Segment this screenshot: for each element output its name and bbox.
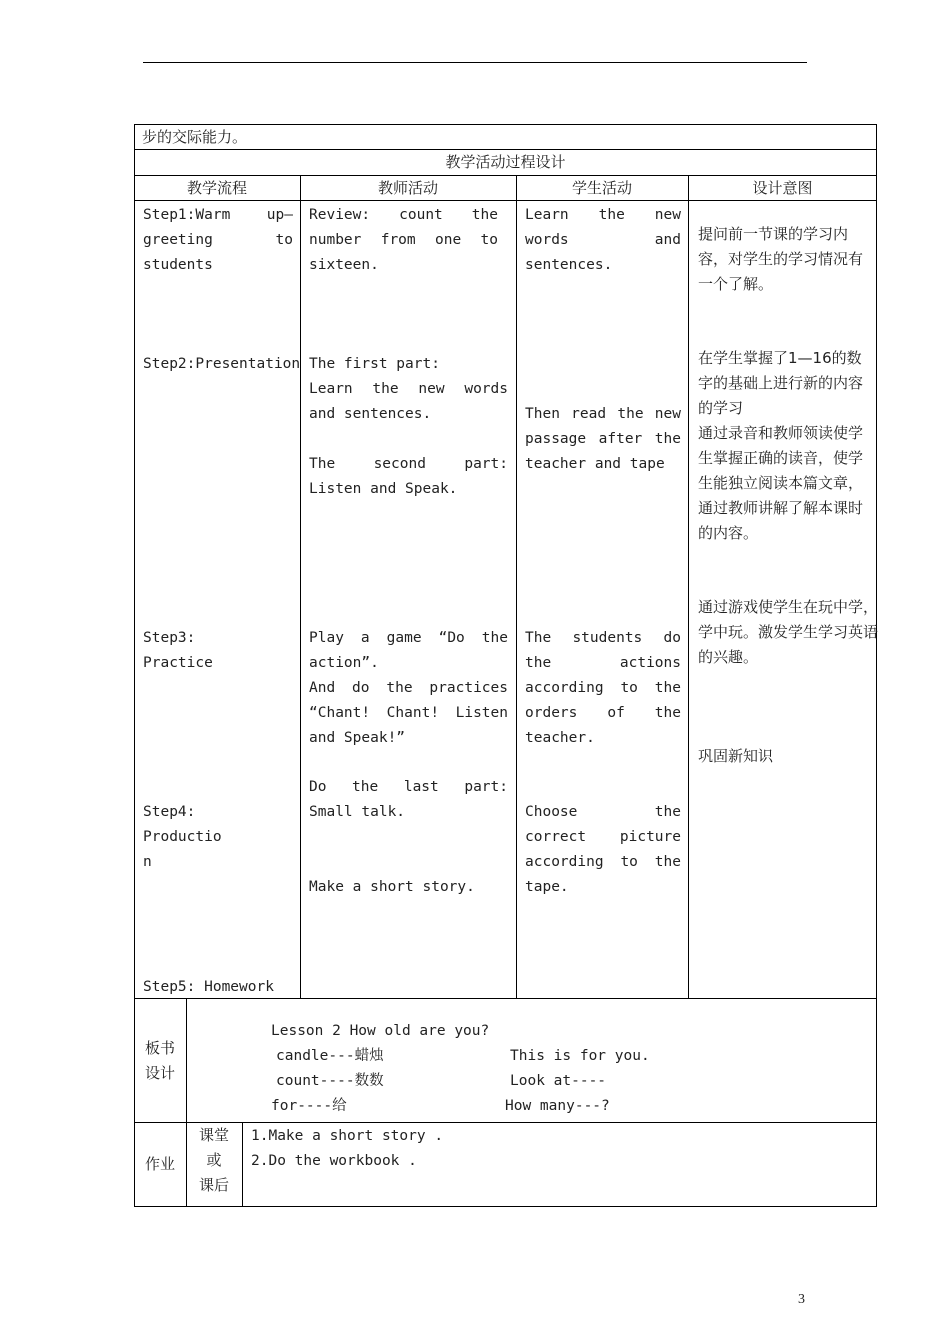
board-lesson: Lesson 2 How old are you? [271, 1023, 490, 1039]
student-learn: Learn the new words and sentences. [525, 207, 681, 273]
col-divider [688, 175, 689, 998]
teacher-last-part: Do the last part: Small talk. [309, 779, 508, 820]
step4-name-cont: n [143, 854, 152, 870]
homework-sub-1: 课堂 [198, 1126, 229, 1144]
step2: Step2:Presentation [143, 356, 301, 372]
student-choose: Choose the correct picture according to the tape. [525, 804, 681, 895]
step4-name: Productio [143, 829, 222, 845]
teacher-second-part: The second part: Listen and Speak. [309, 456, 508, 497]
row-divider [134, 1122, 877, 1123]
board-label-2: 设计 [145, 1064, 176, 1082]
header-student: 学生活动 [571, 179, 632, 197]
intro-line: 步的交际能力。 [142, 128, 248, 146]
board-look-at: Look at---- [510, 1073, 607, 1089]
intent-3: 通过录音和教师领读使学生掌握正确的读音，使学生能独立阅读本篇文章，通过教师讲解了解本课时的内容。 [698, 424, 864, 542]
teacher-first-part-body: Learn the new words and sentences. [309, 381, 508, 422]
step5: Step5: Homework [143, 979, 274, 995]
homework-sub-2: 或 [206, 1151, 222, 1169]
homework-sub-3: 课后 [198, 1176, 229, 1194]
intent-2: 在学生掌握了1—16的数字的基础上进行新的内容的学习 [698, 349, 864, 417]
homework-item-1: 1.Make a short story . [251, 1128, 444, 1144]
teacher-review: Review: count the number from one to sixteen. [309, 207, 498, 273]
header-process: 教学流程 [186, 179, 247, 197]
table-title: 教学活动过程设计 [445, 153, 566, 171]
col-divider [516, 175, 517, 998]
board-count: count----数数 [276, 1073, 384, 1089]
teacher-practices: And do the practices “Chant! Chant! Listen and Speak!” [309, 680, 508, 746]
homework-label: 作业 [145, 1155, 176, 1173]
page-number: 3 [798, 1292, 805, 1307]
step4-label: Step4: [143, 804, 196, 820]
col-divider [300, 175, 301, 998]
step3-name: Practice [143, 655, 213, 671]
step1: Step1:Warm up—greeting to students [143, 207, 293, 273]
board-label-1: 板书 [145, 1039, 176, 1057]
board-this-is: This is for you. [510, 1048, 650, 1064]
header-intent: 设计意图 [752, 179, 813, 197]
col-divider [242, 1122, 243, 1207]
header-rule [143, 62, 807, 63]
teacher-play-game: Play a game “Do the action”. [309, 630, 508, 671]
header-teacher: 教师活动 [377, 179, 438, 197]
board-for: for----给 [271, 1098, 347, 1114]
intent-5: 巩固新知识 [698, 747, 774, 765]
teacher-first-part-title: The first part: [309, 356, 440, 372]
intent-4: 通过游戏使学生在玩中学，学中玩。激发学生学习英语的兴趣。 [698, 598, 879, 666]
board-candle: candle---蜡烛 [276, 1048, 384, 1064]
teacher-short-story: Make a short story. [309, 879, 475, 895]
intent-1: 提问前一节课的学习内容，对学生的学习情况有一个了解。 [698, 225, 864, 293]
board-how-many: How many---? [505, 1098, 610, 1114]
student-read: Then read the new passage after the teacher and tape [525, 406, 681, 472]
step3-label: Step3: [143, 630, 196, 646]
homework-item-2: 2.Do the workbook . [251, 1153, 417, 1169]
student-actions: The students do the actions according to the orders of the teacher. [525, 630, 681, 746]
